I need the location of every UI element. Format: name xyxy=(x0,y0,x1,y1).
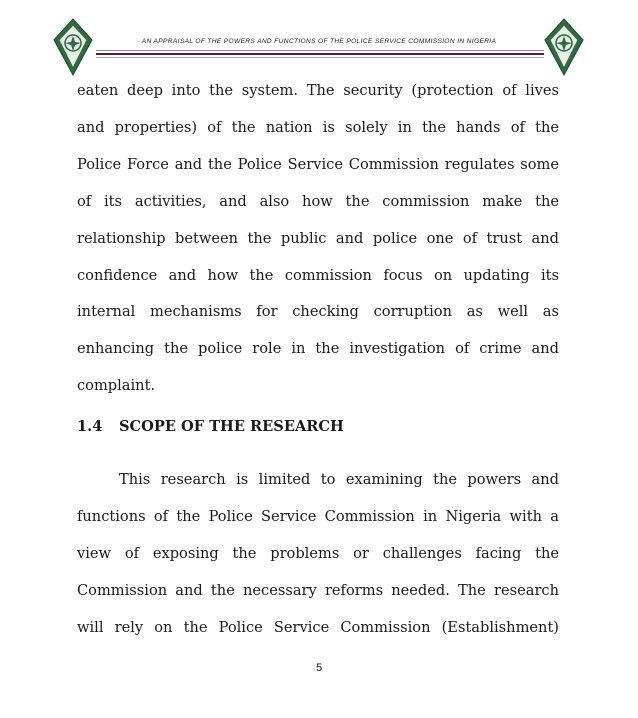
text-line: confidence and how the commission focus on updating its xyxy=(77,266,559,284)
text-line: enhancing the police role in the investigation of crime and xyxy=(77,340,559,358)
text-line: This research is limited to examining the powers and xyxy=(119,471,559,488)
body-paragraph xyxy=(77,73,559,405)
text-line: Police Force and the Police Service Commission regulates some xyxy=(77,155,559,173)
text-line: relationship between the public and police one of trust and xyxy=(77,229,559,247)
text-line: of its activities, and also how the commission make the xyxy=(77,192,559,210)
header-rule xyxy=(96,57,544,58)
text-line: view of exposing the problems or challenges facing the xyxy=(77,544,559,562)
text-line: Commission and the necessary reforms needed. The research xyxy=(77,581,559,599)
text-line: complaint. xyxy=(77,377,156,395)
header-title: AN APPRAISAL OF THE POWERS AND FUNCTIONS OF THE POLICE SERVICE COMMISSION IN NIGERIA xyxy=(141,38,497,45)
section-title: SCOPE OF THE RESEARCH xyxy=(119,418,344,435)
police-crest-icon xyxy=(52,18,94,76)
page-number: 5 xyxy=(315,662,323,674)
section-heading xyxy=(77,418,344,435)
section-number: 1.4 xyxy=(77,418,103,435)
text-line: internal mechanisms for checking corruption as well as xyxy=(77,303,559,321)
header-rule xyxy=(96,53,544,55)
text-line: will rely on the Police Service Commission (Establishment) xyxy=(77,618,559,636)
header-rule xyxy=(96,50,544,51)
text-line: functions of the Police Service Commission in Nigeria with a xyxy=(77,507,559,525)
text-line: eaten deep into the system. The security (protection of lives xyxy=(77,82,559,99)
police-crest-icon xyxy=(543,18,585,76)
text-line: and properties) of the nation is solely in the hands of the xyxy=(77,118,559,136)
body-paragraph xyxy=(77,462,559,647)
